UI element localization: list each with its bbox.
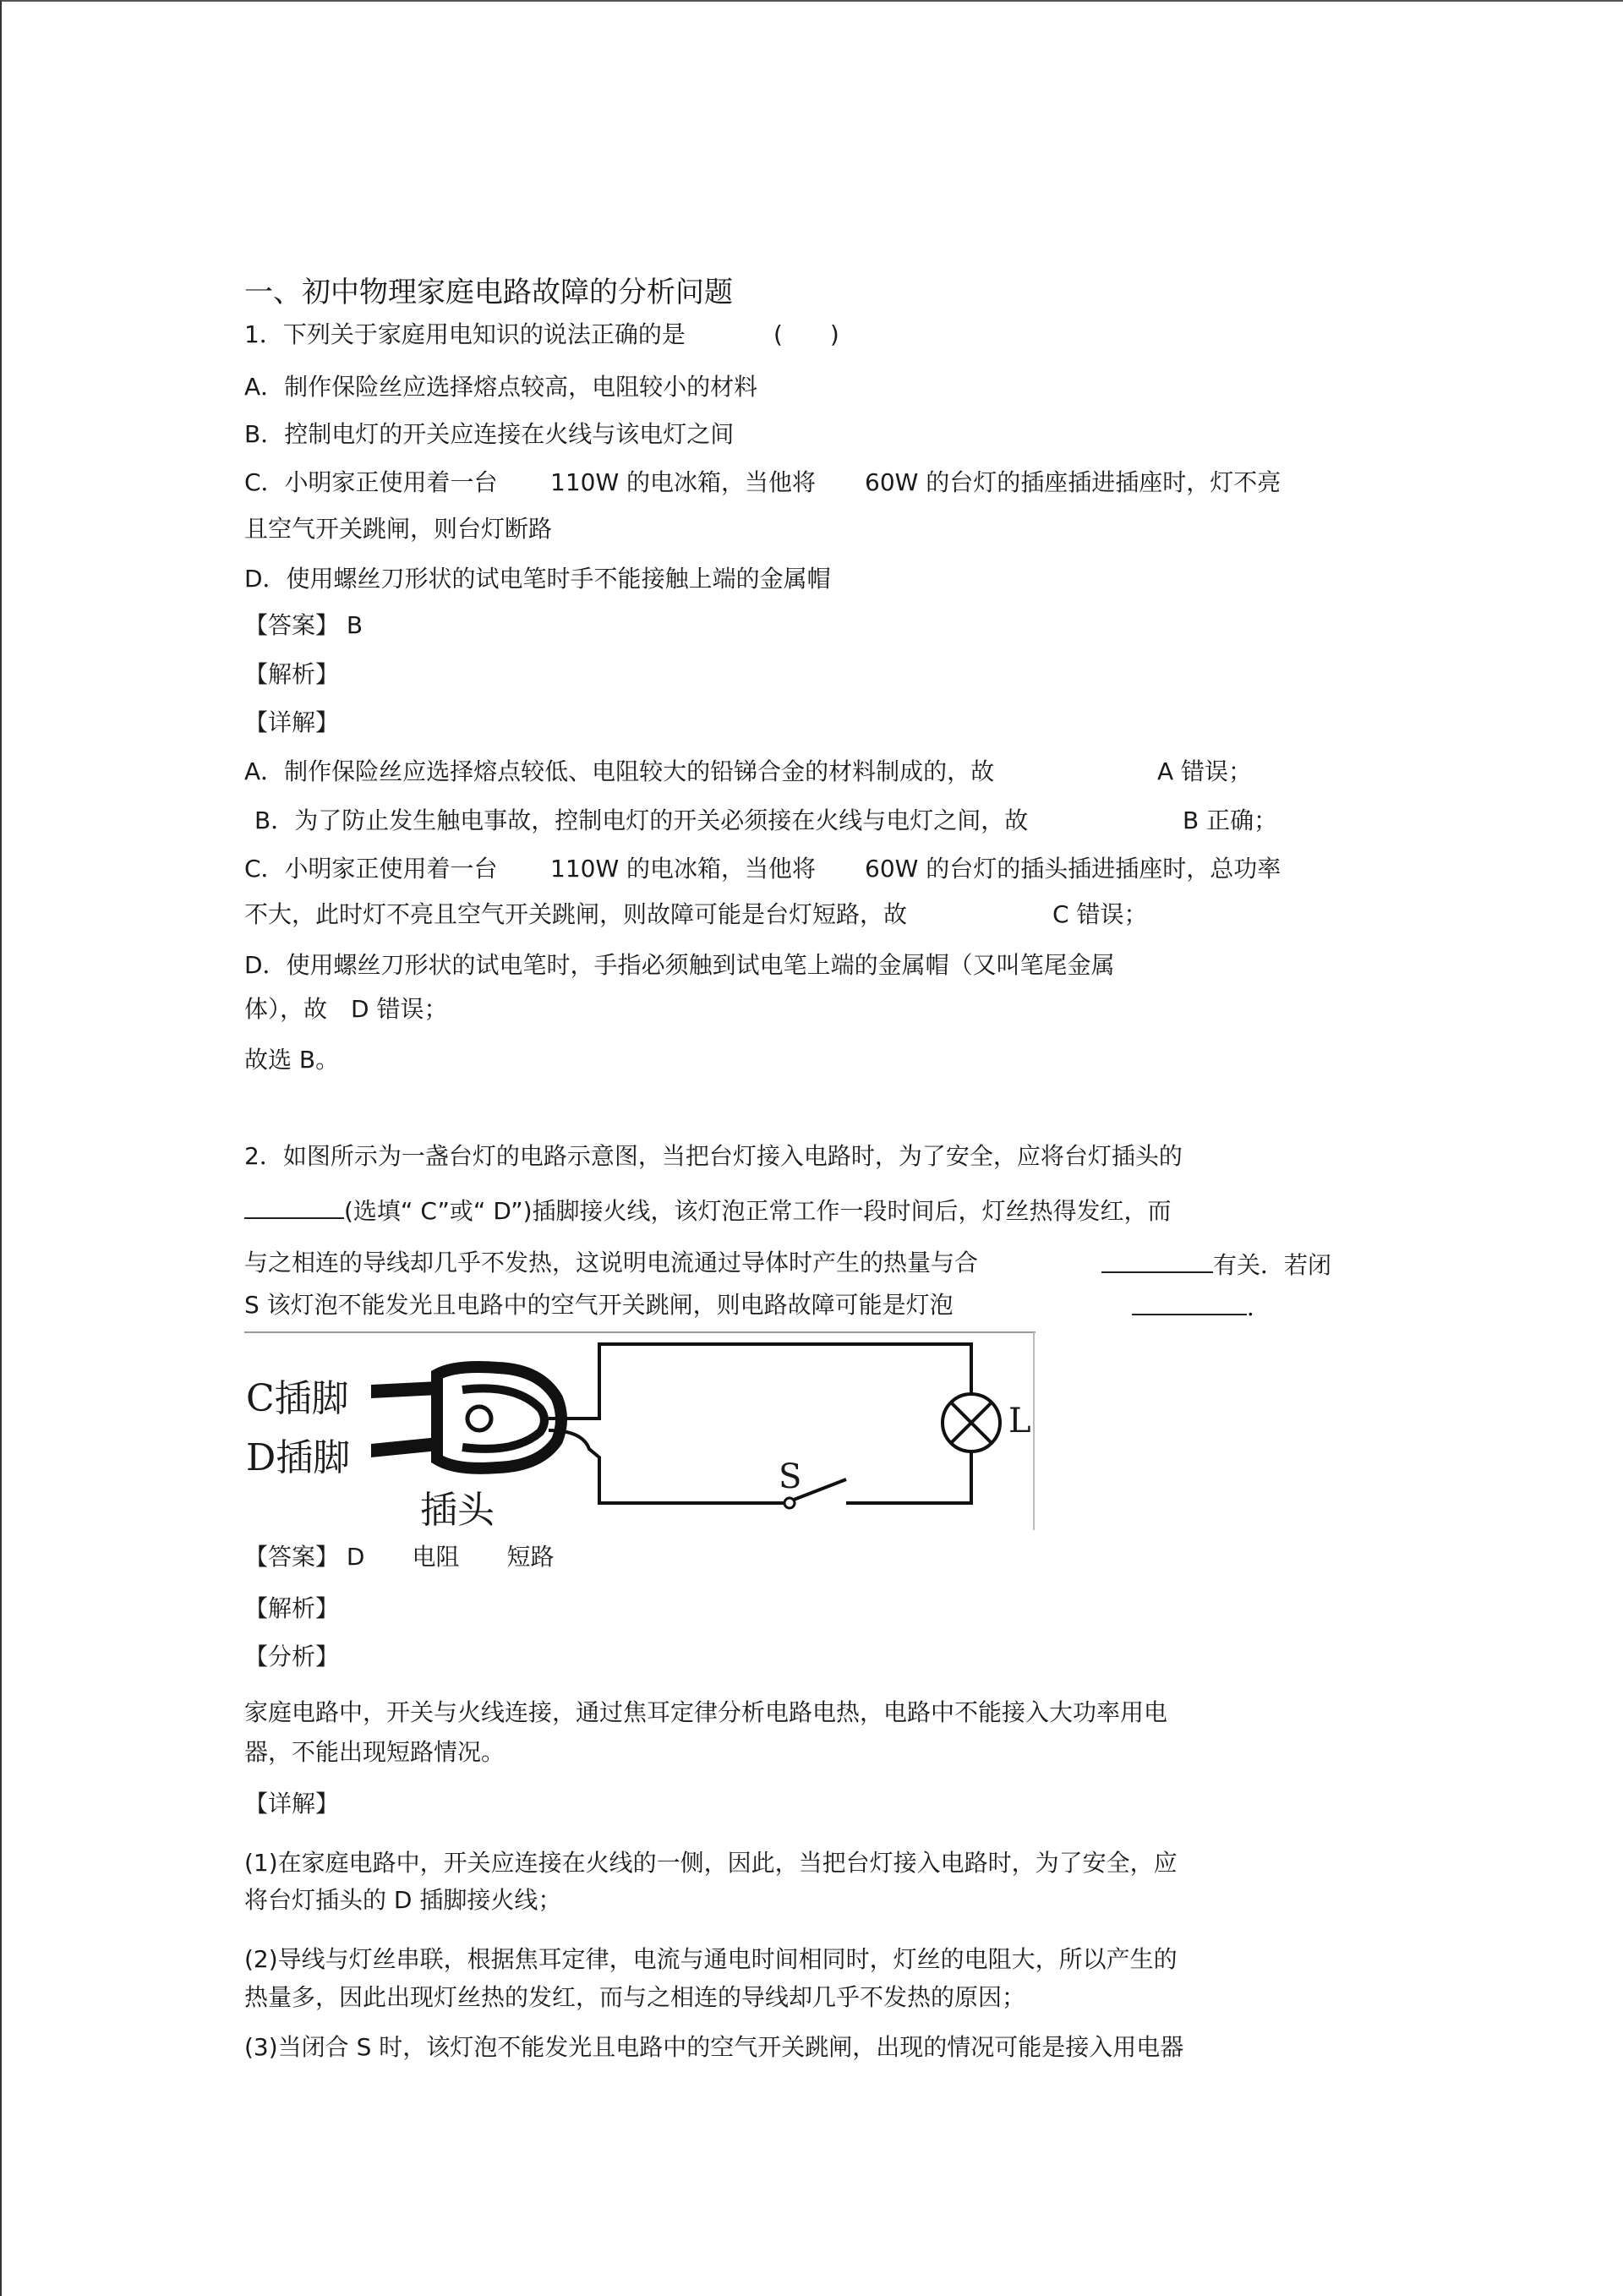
q1-option-c-part1: C．小明家正使用着一台 xyxy=(244,468,498,496)
q1-stem: 1．下列关于家庭用电知识的说法正确的是 xyxy=(244,320,686,348)
q1-detail-a-verdict: A 错误； xyxy=(1157,757,1253,785)
circuit-diagram xyxy=(244,1331,1036,1530)
q1-detail-b-text: B．为了防止发生触电事故，控制电灯的开关必须接在火线与电灯之间，故 xyxy=(254,806,1029,834)
q1-option-c-line2: 且空气开关跳闸，则台灯断路 xyxy=(244,515,553,543)
q2-detail-1a: (1)在家庭电路中，开关应连接在火线的一侧，因此，当把台灯接入电路时，为了安全，应 xyxy=(244,1849,1178,1877)
q2-analysis-label: 【解析】 xyxy=(244,1594,340,1622)
plug-hole xyxy=(467,1407,491,1430)
d-pin-label: D插脚 xyxy=(246,1436,351,1479)
return-wire xyxy=(846,1440,971,1503)
q1-detail-c-part1: C．小明家正使用着一台 xyxy=(244,855,498,883)
q1-conclusion: 故选 B。 xyxy=(244,1046,340,1074)
q1-option-b: B．控制电灯的开关应连接在火线与该电灯之间 xyxy=(244,420,735,448)
c-pin xyxy=(371,1381,439,1398)
q2-stem4-text: S 该灯泡不能发光且电路中的空气开关跳闸，则电路故障可能是灯泡 xyxy=(244,1291,954,1319)
q2-stem4-blank-wrap xyxy=(1132,1288,1271,1325)
q1-option-a: A．制作保险丝应选择熔点较高，电阻较小的材料 xyxy=(244,373,758,401)
q2-detail-2a: (2)导线与灯丝串联，根据焦耳定律，电流与通电时间相同时，灯丝的电阻大，所以产生的 xyxy=(244,1945,1178,1973)
q1-detail-d-line2: 体），故 D 错误； xyxy=(244,995,448,1023)
q2-detail-2b: 热量多，因此出现灯丝热的发红，而与之相连的导线却几乎不发热的原因； xyxy=(244,1983,1026,2011)
q2-fenxi-line2: 器，不能出现短路情况。 xyxy=(244,1738,505,1766)
switch-contact xyxy=(784,1498,795,1508)
q2-stem3-tail: 有关．若闭 xyxy=(1213,1251,1332,1279)
q2-fenxi-label: 【分析】 xyxy=(244,1643,340,1670)
q2-blank-2 xyxy=(1101,1246,1213,1273)
q2-stem3-blank-wrap xyxy=(1101,1246,1331,1282)
q2-blank-3 xyxy=(1132,1288,1247,1315)
q2-blank-1 xyxy=(244,1192,344,1219)
circuit-svg xyxy=(244,1331,1036,1530)
q1-option-d: D．使用螺丝刀形状的试电笔时手不能接触上端的金属帽 xyxy=(244,565,831,593)
neutral-wire xyxy=(549,1430,785,1503)
q2-stem-line2 xyxy=(244,1192,1172,1228)
q1-option-c-part3: 60W 的台灯的插座插进插座时，灯不亮 xyxy=(865,468,1281,496)
q2-stem2-text: (选填“ C”或“ D”)插脚接火线，该灯泡正常工作一段时间后，灯丝热得发红，而 xyxy=(344,1197,1172,1225)
q2-detail-3a: (3)当闭合 S 时，该灯泡不能发光且电路中的空气开关跳闸，出现的情况可能是接入用电器 xyxy=(244,2033,1184,2061)
section-title: 一、初中物理家庭电路故障的分析问题 xyxy=(244,276,733,309)
q1-analysis-label: 【解析】 xyxy=(244,660,340,688)
q2-detail-1b: 将台灯插头的 D 插脚接火线； xyxy=(244,1886,562,1914)
q1-detail-c2-text: 不大，此时灯不亮且空气开关跳闸，则故障可能是台灯短路，故 xyxy=(244,900,908,928)
q1-detail-b-verdict: B 正确； xyxy=(1183,806,1278,834)
q2-stem3-text: 与之相连的导线却几乎不发热，这说明电流通过导体时产生的热量与合 xyxy=(244,1249,979,1276)
q2-stem4-tail: ． xyxy=(1247,1293,1271,1321)
switch-label: S xyxy=(779,1457,802,1496)
q2-detail-label: 【详解】 xyxy=(244,1790,340,1818)
q2-stem-line1: 2．如图所示为一盏台灯的电路示意图，当把台灯接入电路时，为了安全，应将台灯插头的 xyxy=(244,1142,1183,1170)
lamp-label: L xyxy=(1008,1402,1031,1440)
q1-detail-a-text: A．制作保险丝应选择熔点较低、电阻较大的铅锑合金的材料制成的，故 xyxy=(244,757,995,785)
q1-detail-c-part2: 110W 的电冰箱，当他将 xyxy=(550,855,817,883)
live-wire xyxy=(549,1344,971,1419)
q1-answer: 【答案】 B xyxy=(244,611,363,639)
plug-label: 插头 xyxy=(420,1489,495,1532)
q1-detail-c2-verdict: C 错误； xyxy=(1052,900,1148,928)
q1-detail-label: 【详解】 xyxy=(244,708,340,736)
q2-answer: 【答案】 D 电阻 短路 xyxy=(244,1543,555,1571)
q1-paren: ( ) xyxy=(773,320,839,348)
q1-detail-d-line1: D．使用螺丝刀形状的试电笔时，手指必须触到试电笔上端的金属帽（又叫笔尾金属 xyxy=(244,951,1115,979)
q2-fenxi-line1: 家庭电路中，开关与火线连接，通过焦耳定律分析电路电热，电路中不能接入大功率用电 xyxy=(244,1698,1168,1726)
q1-option-c-part2: 110W 的电冰箱，当他将 xyxy=(550,468,817,496)
c-pin-label: C插脚 xyxy=(246,1377,349,1420)
q1-detail-c-part3: 60W 的台灯的插头插进插座时，总功率 xyxy=(865,855,1281,883)
d-pin xyxy=(371,1437,439,1457)
